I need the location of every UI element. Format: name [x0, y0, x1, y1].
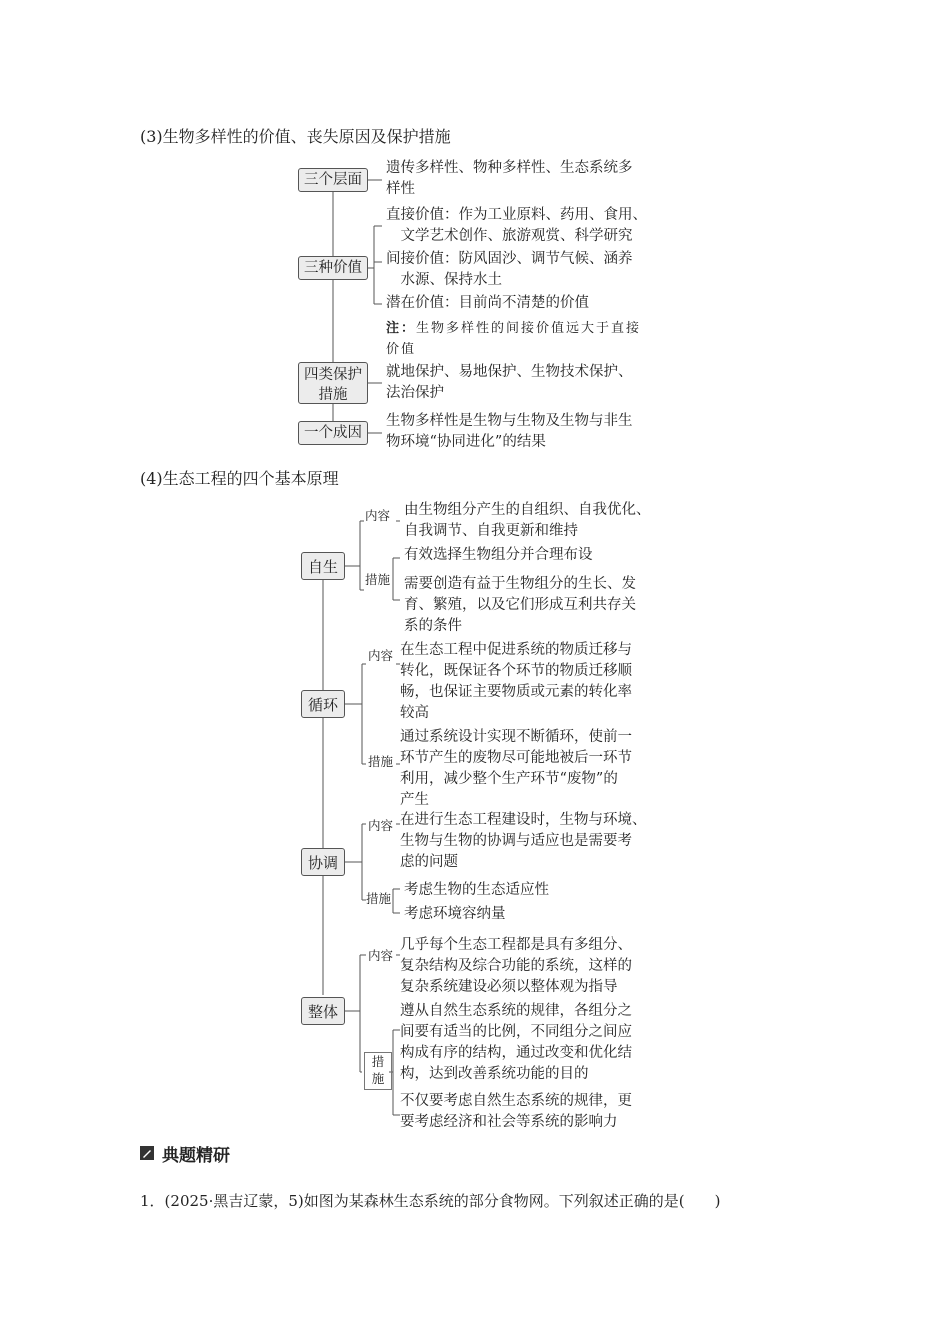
- indirect-value-text: 间接价值：防风固沙、调节气候、涵养 水源、保持水土: [386, 251, 633, 288]
- one-cause-text: 生物多样性是生物与生物及生物与非生 物环境“协同进化”的结果: [386, 413, 633, 450]
- label-measure: 措施: [366, 891, 392, 906]
- node-three-values: 三种价值: [298, 256, 368, 280]
- coordination-content: 在进行生态工程建设时，生物与环境、 生物与生物的协调与适应也是需要考 虑的问题: [400, 812, 647, 870]
- coordination-measure-1: 考虑生物的生态适应性: [404, 882, 549, 898]
- node-three-levels: 三个层面: [298, 168, 368, 192]
- section-title: 典题精研: [162, 1146, 230, 1166]
- principle-cycle: 循环: [301, 690, 345, 718]
- coordination-measure-2: 考虑环境容纳量: [404, 906, 506, 922]
- self-generation-content: 由生物组分产生的自组织、自我优化、 自我调节、自我更新和维持: [404, 502, 651, 539]
- section-3-heading: (3)生物多样性的价值、丧失原因及保护措施: [140, 127, 451, 146]
- potential-value-text: 潜在价值：目前尚不清楚的价值: [386, 295, 589, 311]
- principle-self-generation: 自生: [301, 552, 345, 580]
- principle-coordination: 协调: [301, 848, 345, 876]
- label-content: 内容: [368, 948, 394, 963]
- self-generation-measure-1: 有效选择生物组分并合理布设: [404, 547, 593, 563]
- label-content: 内容: [368, 648, 394, 663]
- cycle-content: 在生态工程中促进系统的物质迁移与 转化，既保证各个环节的物质迁移顺 畅，也保证主要物质或元素的转化率 较高: [400, 642, 632, 721]
- pencil-icon: [140, 1146, 154, 1160]
- wholeness-measure-1: 遵从自然生态系统的规律，各组分之 间要有适当的比例，不同组分之间应 构成有序的结构，通过改变和优化结 构，达到改善系统功能的目的: [400, 1003, 632, 1082]
- wholeness-measure-2: 不仅要考虑自然生态系统的规律，更 要考虑经济和社会等系统的影响力: [400, 1093, 632, 1130]
- label-measure: 措施: [368, 754, 394, 769]
- question-1: 1．(2025·黑吉辽蒙，5)如图为某森林生态系统的部分食物网。下列叙述正确的是( ): [140, 1192, 721, 1210]
- cycle-measure: 通过系统设计实现不断循环，使前一 环节产生的废物尽可能地被后一环节 利用，减少整个生产环节“废物”的 产生: [400, 729, 632, 808]
- direct-value-text: 直接价值：作为工业原料、药用、食用、 文学艺术创作、旅游观赏、科学研究: [386, 207, 647, 244]
- value-note: 注：生物多样性的间接价值远大于直接 价值: [386, 321, 642, 357]
- label-content: 内容: [365, 508, 391, 523]
- three-levels-text: 遗传多样性、物种多样性、生态系统多 样性: [386, 160, 633, 197]
- label-measure-boxed: 措 施: [364, 1052, 392, 1090]
- label-content: 内容: [368, 818, 394, 833]
- wholeness-content: 几乎每个生态工程都是具有多组分、 复杂结构及综合功能的系统，这样的 复杂系统建设必须以整体观为指导: [400, 937, 632, 995]
- section-4-heading: (4)生态工程的四个基本原理: [140, 469, 339, 488]
- four-protections-text: 就地保护、易地保护、生物技术保护、 法治保护: [386, 364, 633, 401]
- node-four-protections: 四类保护 措施: [298, 362, 368, 404]
- node-one-cause: 一个成因: [298, 421, 368, 445]
- principle-wholeness: 整体: [301, 997, 345, 1025]
- self-generation-measure-2: 需要创造有益于生物组分的生长、发 育、繁殖，以及它们形成互利共存关 系的条件: [404, 576, 636, 634]
- label-measure: 措施: [365, 572, 391, 587]
